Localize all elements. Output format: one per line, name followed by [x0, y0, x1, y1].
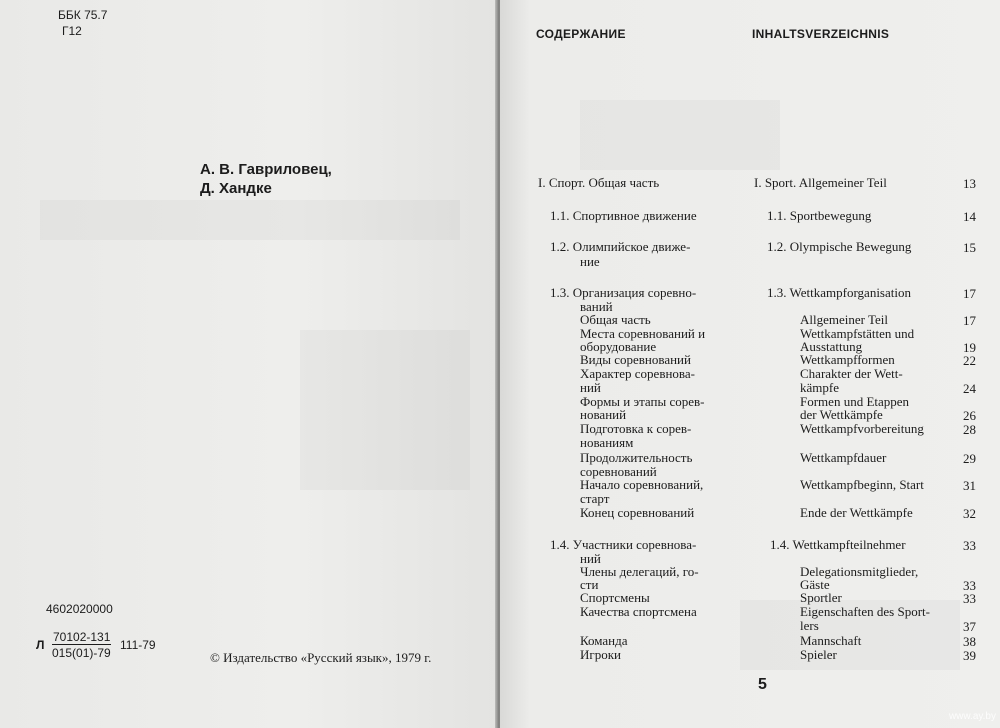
toc-page-number: 22 [963, 353, 976, 368]
toc-page-number: 17 [963, 313, 976, 328]
toc-page-number: 33 [963, 578, 976, 593]
toc-entry-russian: старт [580, 491, 610, 506]
toc-page-number: 15 [963, 240, 976, 255]
left-page [0, 0, 497, 728]
toc-entry-german: I. Sport. Allgemeiner Teil [754, 175, 887, 190]
classification-code: Г12 [62, 24, 82, 38]
isbn-number: 4602020000 [46, 602, 113, 616]
toc-entry-russian: I. Спорт. Общая часть [538, 175, 660, 190]
toc-heading-russian: СОДЕРЖАНИЕ [536, 27, 626, 41]
toc-entry-german: 1.1. Sportbewegung [767, 208, 872, 223]
toc-entry-russian: ний [580, 380, 601, 395]
toc-entry-german: Wettkampfbeginn, Start [800, 477, 924, 492]
toc-entry-russian: Продолжительность [580, 450, 693, 465]
toc-entry-russian: 1.2. Олимпийское движе- [550, 239, 691, 254]
toc-entry-russian: нованиям [580, 435, 634, 450]
toc-entry-german: 1.2. Olympische Bewegung [767, 239, 912, 254]
toc-page-number: 38 [963, 634, 976, 649]
toc-entry-german: der Wettkämpfe [800, 407, 883, 422]
bbk-code: ББК 75.7 [58, 8, 108, 22]
toc-entry-russian: Виды соревнований [580, 352, 691, 367]
toc-entry-russian: Спортсмены [580, 590, 650, 605]
page-number: 5 [758, 676, 767, 693]
toc-entry-german: Wettkampfformen [800, 352, 895, 367]
author-1: А. В. Гавриловец, [200, 161, 332, 178]
toc-entry-russian: Начало соревнований, [580, 477, 704, 492]
toc-entry-german: Ausstattung [800, 339, 863, 354]
toc-page-number: 37 [963, 619, 976, 634]
index-numerator: 70102-131 [53, 630, 111, 644]
toc-entry-russian: Игроки [580, 647, 621, 662]
toc-entry-russian: сти [580, 577, 599, 592]
index-letter: Л [36, 638, 45, 652]
toc-entry-german: Charakter der Wett- [800, 366, 903, 381]
toc-entry-russian: 1.4. Участники соревнова- [550, 537, 697, 552]
toc-page-number: 32 [963, 506, 976, 521]
toc-page-number: 33 [963, 591, 976, 606]
toc-entry-russian: Члены делегаций, го- [580, 564, 699, 579]
toc-page-number: 33 [963, 538, 976, 553]
toc-entry-german: lers [800, 618, 819, 633]
watermark: www.ay.by [948, 711, 996, 722]
toc-entry-german: Spieler [800, 647, 837, 662]
toc-page-number: 17 [963, 286, 976, 301]
toc-entry-russian: Общая часть [580, 312, 651, 327]
toc-entry-german: Wettkampfdauer [800, 450, 887, 465]
toc-entry-german: Delegationsmitglieder, [800, 564, 919, 579]
toc-heading-german: INHALTSVERZEICHNIS [752, 27, 890, 41]
toc-page-number: 29 [963, 451, 976, 466]
toc-entry-russian: Конец соревнований [580, 505, 695, 520]
right-page [500, 0, 1000, 728]
index-suffix: 111-79 [120, 638, 156, 652]
toc-entry-russian: ваний [580, 299, 613, 314]
toc-page-number: 19 [963, 340, 976, 355]
toc-entry-german: Sportler [800, 590, 842, 605]
toc-entry-german: Gäste [800, 577, 830, 592]
toc-entry-russian: 1.1. Спортивное движение [550, 208, 697, 223]
toc-entry-russian: Подготовка к сорев- [580, 421, 692, 436]
toc-entry-german: kämpfe [800, 380, 839, 395]
toc-page-number: 13 [963, 176, 976, 191]
toc-entry-german: 1.3. Wettkampforganisation [767, 285, 911, 300]
toc-entry-german: Eigenschaften des Sport- [800, 604, 930, 619]
toc-entry-german: Wettkampfstätten und [800, 326, 915, 341]
toc-page-number: 26 [963, 408, 976, 423]
toc-page-number: 14 [963, 209, 976, 224]
toc-entry-russian: оборудование [580, 339, 657, 354]
publisher-copyright: © Издательство «Русский язык», 1979 г. [210, 650, 432, 665]
toc-entry-german: Formen und Etappen [800, 394, 910, 409]
toc-entry-german: 1.4. Wettkampfteilnehmer [770, 537, 906, 552]
index-denominator: 015(01)-79 [52, 646, 111, 660]
toc-entry-russian: нований [580, 407, 627, 422]
toc-entry-russian: ний [580, 551, 601, 566]
toc-entry-russian: соревнований [580, 464, 657, 479]
author-2: Д. Хандке [200, 180, 272, 197]
toc-entry-german: Allgemeiner Teil [800, 312, 889, 327]
toc-page-number: 39 [963, 648, 976, 663]
toc-entry-russian: Формы и этапы сорев- [580, 394, 705, 409]
toc-page-number: 28 [963, 422, 976, 437]
toc-entry-russian: ние [580, 254, 600, 269]
toc-entry-russian: Качества спортсмена [580, 604, 697, 619]
toc-entry-russian: Места соревнований и [580, 326, 706, 341]
toc-page-number: 31 [963, 478, 976, 493]
toc-entry-russian: Характер соревнова- [580, 366, 695, 381]
toc-entry-german: Mannschaft [800, 633, 862, 648]
toc-entry-german: Wettkampfvorbereitung [800, 421, 924, 436]
toc-entry-russian: Команда [580, 633, 628, 648]
toc-entry-german: Ende der Wettkämpfe [800, 505, 913, 520]
toc-entry-russian: 1.3. Организация соревно- [550, 285, 697, 300]
toc-page-number: 24 [963, 381, 976, 396]
